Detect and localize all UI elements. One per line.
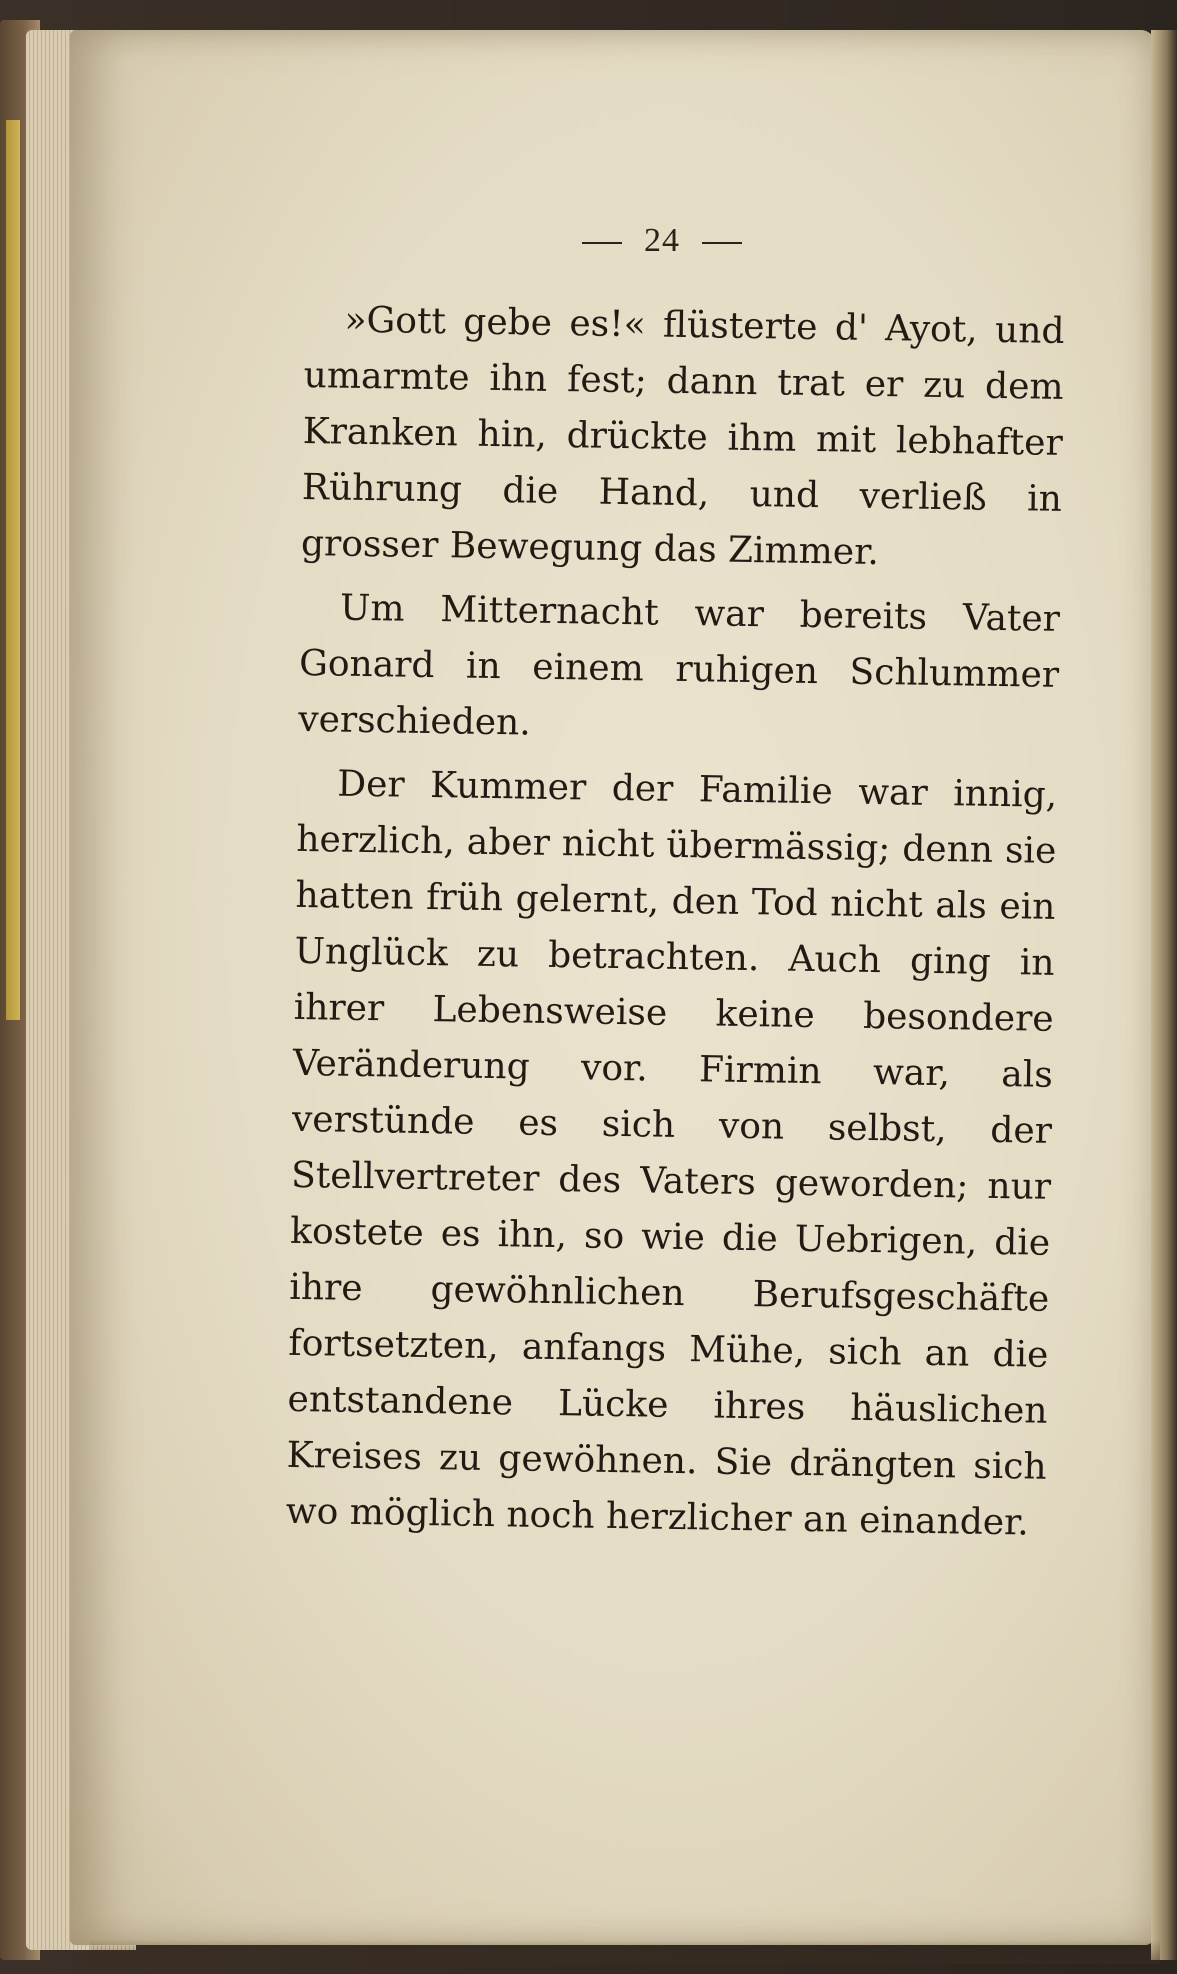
page-header bbox=[560, 222, 820, 260]
body-text bbox=[285, 292, 1065, 1560]
header-dash-right bbox=[702, 242, 742, 244]
page-bottom-shadow bbox=[90, 1940, 1160, 1964]
header-dash-left bbox=[582, 242, 622, 244]
paragraph-1: »Gott gebe es!« flüsterte d' Ayot, und umarmte ihn fest; dann trat er zu dem Kranken hin, drückte ihm mit lebhafter Rührung die Hand, und verließ in grosser Bewegung das Zimmer. bbox=[300, 299, 1065, 574]
paragraph-2: Um Mitternacht war bereits Vater Gonard in einem ruhigen Schlummer verschieden. bbox=[297, 587, 1061, 744]
endpaper-strip bbox=[6, 120, 20, 1020]
page-right-edge bbox=[1151, 30, 1177, 1960]
page-number: 24 bbox=[644, 222, 680, 259]
paragraph-3: Der Kummer der Familie war innig, herzlich, aber nicht übermässig; denn sie hatten früh gelernt, den Tod nicht als ein Unglück zu betrachten. Auch ging in ihrer Lebensweise keine besondere Veränderung vor. Firmin war, als verstünde es sich von selbst, der Stellvertreter des Vaters geworden; nur kostete es ihn, so wie die Uebrigen, die ihre gewöhnlichen Berufsgeschäfte fortsetzten, anfangs Mühe, sich an die entstandene Lücke ihres häuslichen Kreises zu gewöhnen. Sie drängten sich wo möglich noch herzlicher an einander. bbox=[285, 763, 1058, 1544]
